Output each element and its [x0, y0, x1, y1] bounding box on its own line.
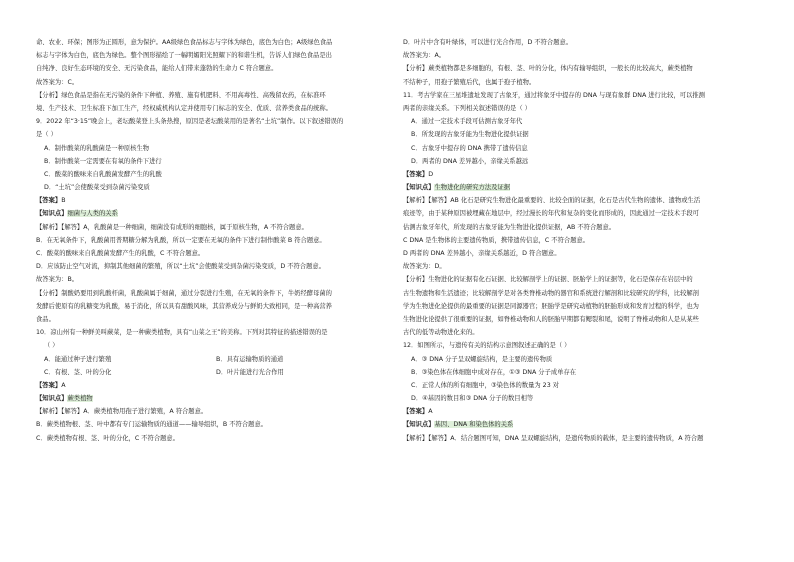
q9-explanation: 【解析】【解答】A，乳酸菌是一种细菌，细菌没有成形的细胞核，属于原核生物，A 不符合题意。 — [36, 223, 308, 231]
q11-explanation: 【解析】【解答】AB 化石是研究生物进化最重要的、比较全面的证据，化石是古代生物的遗体、遗物或生活 — [403, 197, 701, 205]
q9-knowledge-point — [36, 207, 394, 220]
q9-analysis: 食品。 — [36, 315, 55, 323]
knowledge-value: 基因、DNA 和染色体的关系 — [434, 421, 514, 429]
answer-tag: 【答案】 — [36, 197, 62, 205]
q10-knowledge-point — [36, 392, 394, 405]
q10-analysis: 【分析】蕨类植物都是多细胞的，有根、茎、叶的分化，体内有输导组织，一般长的比较高大，蕨类植物 — [403, 65, 693, 73]
q9-analysis: 发酵后使原有的乳糖变为乳酸，易于消化，所以具有甜酸风味，其营养成分与鲜奶大致相同，是一种高营养 — [36, 302, 332, 310]
q11-option-d: D．两者的 DNA 差异越小，亲缘关系越远 — [411, 157, 529, 165]
q9-answer — [36, 194, 394, 207]
q9-option-a: A．制作酸菜的乳酸菌是一种原核生物 — [44, 144, 150, 152]
q10-analysis: 不结种子，用孢子繁殖后代，也属于孢子植物。 — [403, 78, 536, 86]
q9-explanation: D．应该防止空气对流，抑制其他细菌的繁殖，所以“土坑”会使酸菜受到杂菌污染变质，D 不符合题意。 — [36, 263, 325, 271]
question-12-stem: 12．如图所示，与遗传有关的结构示意图叙述正确的是（ ） — [403, 342, 571, 350]
q12-option-a: A．③ DNA 分子呈双螺旋结构，是主要的遗传物质 — [411, 355, 553, 363]
question-9-stem-cont: 是（ ） — [36, 131, 57, 139]
answer-tag: 【答案】 — [36, 381, 62, 389]
q11-analysis: 古生物遗物和生活遗迹；比较解剖学是对各类脊椎动物的器官和系统进行解剖和比较研究的学科，比较解剖 — [403, 289, 699, 297]
q10-option-b: B．具有运输物质的通道 — [216, 355, 284, 363]
q10-option-d: D．叶片能进行光合作用 — [216, 368, 284, 376]
q9-analysis: 【分析】制酸奶要用到乳酸杆菌，乳酸菌属于细菌，通过分裂进行生殖，在无氧的条件下，牛奶经酵母菌的 — [36, 289, 332, 297]
question-9-stem: 9．2022 年“3·15”晚会上，老坛酸菜登上头条热搜，原因是老坛酸菜用的是著名“土坑”制作。以下叙述错误的 — [36, 118, 344, 126]
answer-value: D — [428, 170, 434, 178]
q11-analysis: 学为生物进化论提供的最重要的证据是同源器官；胚胎学是研究动植物的胚胎形成和发育过程的科学，也为 — [403, 302, 699, 310]
knowledge-tag: 【知识点】 — [403, 421, 435, 429]
q10-options-row — [36, 353, 394, 366]
q11-option-b: B．所发现的古象牙能为生物进化提供证据 — [411, 131, 529, 139]
q11-analysis: 古代的低等动物进化来的。 — [403, 329, 479, 337]
text-line: 命、农业、环保；图形为正圆形，意为保护。AA级绿色食品标志与字体为绿色，底色为白色；A级绿色食品 — [36, 39, 333, 46]
q11-knowledge-point — [403, 181, 761, 194]
text-line: 自纯净、良好生态环境的安全、无污染食品，能给人们带来蓬勃的生命力 C 符合题意。 — [36, 65, 278, 73]
q12-option-b: B．③染色体在体细胞中成对存在，①③ DNA 分子成单存在 — [411, 368, 577, 376]
text-line: 故答案为：C。 — [36, 78, 79, 86]
q9-explanation: 故答案为：B。 — [36, 276, 79, 284]
text-line: 境、生产技术、卫生标准下加工生产，经权威机构认定并使用专门标志的安全、优质、营养类食品的统称。 — [36, 104, 332, 112]
question-11-stem: 11．考古学家在三星堆遗址发现了古象牙，通过将象牙中提存的 DNA 与现有象群 DNA 进行比较，可以推测 — [403, 91, 705, 99]
q10-explanation: B．蕨类植物根、茎、叶中都有专门运输物质的通道——输导组织，B 不符合题意。 — [36, 421, 268, 429]
q9-explanation: B．在无氧条件下，乳酸菌用普期糖分解为乳酸，所以一定要在无氧的条件下进行制作酸菜 B 符合题意。 — [36, 236, 326, 244]
text-line: 【分析】绿色食品是指在无污染的条件下种植、养殖、施有机肥料、不用高毒性、高残留农药，在标准环 — [36, 91, 326, 99]
q9-explanation: C．酸菜的酸味来自乳酸菌发酵产生的乳酸，C 不符合题意。 — [36, 250, 205, 257]
q11-explanation: 故答案为：D。 — [403, 263, 446, 271]
q10-option-c: C．有根、茎、叶的分化 — [44, 368, 112, 376]
left-column — [36, 36, 394, 445]
q12-option-d: D．④基因的数目和③ DNA 分子的数目相等 — [411, 395, 534, 403]
q12-answer — [403, 405, 761, 418]
answer-tag: 【答案】 — [403, 408, 429, 416]
q10-explanation: D．叶片中含有叶绿体，可以进行光合作用，D 不符合题意。 — [403, 39, 573, 46]
question-10-stem-cont: （ ） — [44, 342, 59, 350]
q10-options-row — [36, 366, 394, 379]
q11-answer — [403, 168, 761, 181]
q11-analysis: 生物进化论提供了很重要的证据，如脊椎动物和人的胚胎早期都有鳃裂和尾，说明了脊椎动物和人是从某些 — [403, 315, 699, 323]
q9-option-c: C．酸菜的酸味来自乳酸菌发酵产生的乳酸 — [44, 170, 162, 178]
q11-explanation: D 两者的 DNA 差异越小，亲缘关系越近，D 符合题意。 — [403, 250, 561, 257]
knowledge-value: 生物进化的研究方法及证据 — [434, 184, 511, 192]
q12-option-c: C．正常人体的所有细胞中，③染色体的数量为 23 对 — [411, 381, 559, 389]
q9-option-d: D．“土坑”会使酸菜受到杂菌污染变质 — [44, 184, 150, 192]
q11-explanation: 痕迹等，由于某种原因被埋藏在地层中，经过漫长的年代和复杂的变化而形成的，因此通过一定技术手段可 — [403, 210, 699, 218]
answer-value: A — [428, 408, 433, 416]
q11-option-a: A．通过一定技术手段可估测古象牙年代 — [411, 118, 523, 126]
q10-explanation: 故答案为：A。 — [403, 52, 446, 60]
knowledge-value: 蕨类植物 — [67, 395, 93, 403]
q11-explanation: 估测古象牙年代，所发现的古象牙能为生物进化提供证据，AB 不符合题意。 — [403, 223, 616, 231]
text-line: 标志与字体为白色，底色为绿色。整个图形描绘了一幅明媚阳光照耀下的和谐生机，告诉人们绿色食品是出 — [36, 52, 332, 60]
knowledge-tag: 【知识点】 — [36, 210, 68, 218]
knowledge-value: 细菌与人类的关系 — [67, 210, 118, 218]
answer-value: B — [61, 197, 66, 205]
q12-knowledge-point — [403, 418, 761, 431]
question-11-stem-cont: 两者的亲缘关系。下列相关叙述错误的是（ ） — [403, 104, 531, 112]
q10-explanation: C．蕨类植物有根、茎、叶的分化，C 不符合题意。 — [36, 434, 180, 442]
knowledge-tag: 【知识点】 — [403, 184, 435, 192]
q9-option-b: B．制作酸菜一定需要在有氧的条件下进行 — [44, 157, 162, 165]
q10-option-a: A．能通过种子进行繁殖 — [44, 355, 112, 363]
question-10-stem: 10．凉山州有一种鲜美叫蕨菜，是一种蕨类植物，具有“山菜之王”的美称。下列对其特征的描述错误的是 — [36, 329, 328, 337]
q12-explanation: 【解析】【解答】A．结合题图可知，DNA 呈双螺旋结构，是遗传物质的载体，是主要的遗传物质，A 符合题 — [403, 434, 704, 442]
q10-explanation: 【解析】【解答】A．蕨类植物用孢子进行繁殖，A 符合题意。 — [36, 408, 208, 416]
answer-tag: 【答案】 — [403, 170, 429, 178]
knowledge-tag: 【知识点】 — [36, 395, 68, 403]
q11-analysis: 【分析】生物进化的证据有化石证据、比较解剖学上的证据、胚胎学上的证据等，化石是保存在岩层中的 — [403, 276, 693, 284]
answer-value: A — [61, 381, 66, 389]
q11-option-c: C．古象牙中提存的 DNA 携带了遗传信息 — [411, 144, 528, 152]
q11-explanation: C DNA 是生物体的主要遗传物质，携带遗传信息，C 不符合题意。 — [403, 236, 590, 244]
right-column — [403, 36, 761, 445]
q10-answer — [36, 379, 394, 392]
